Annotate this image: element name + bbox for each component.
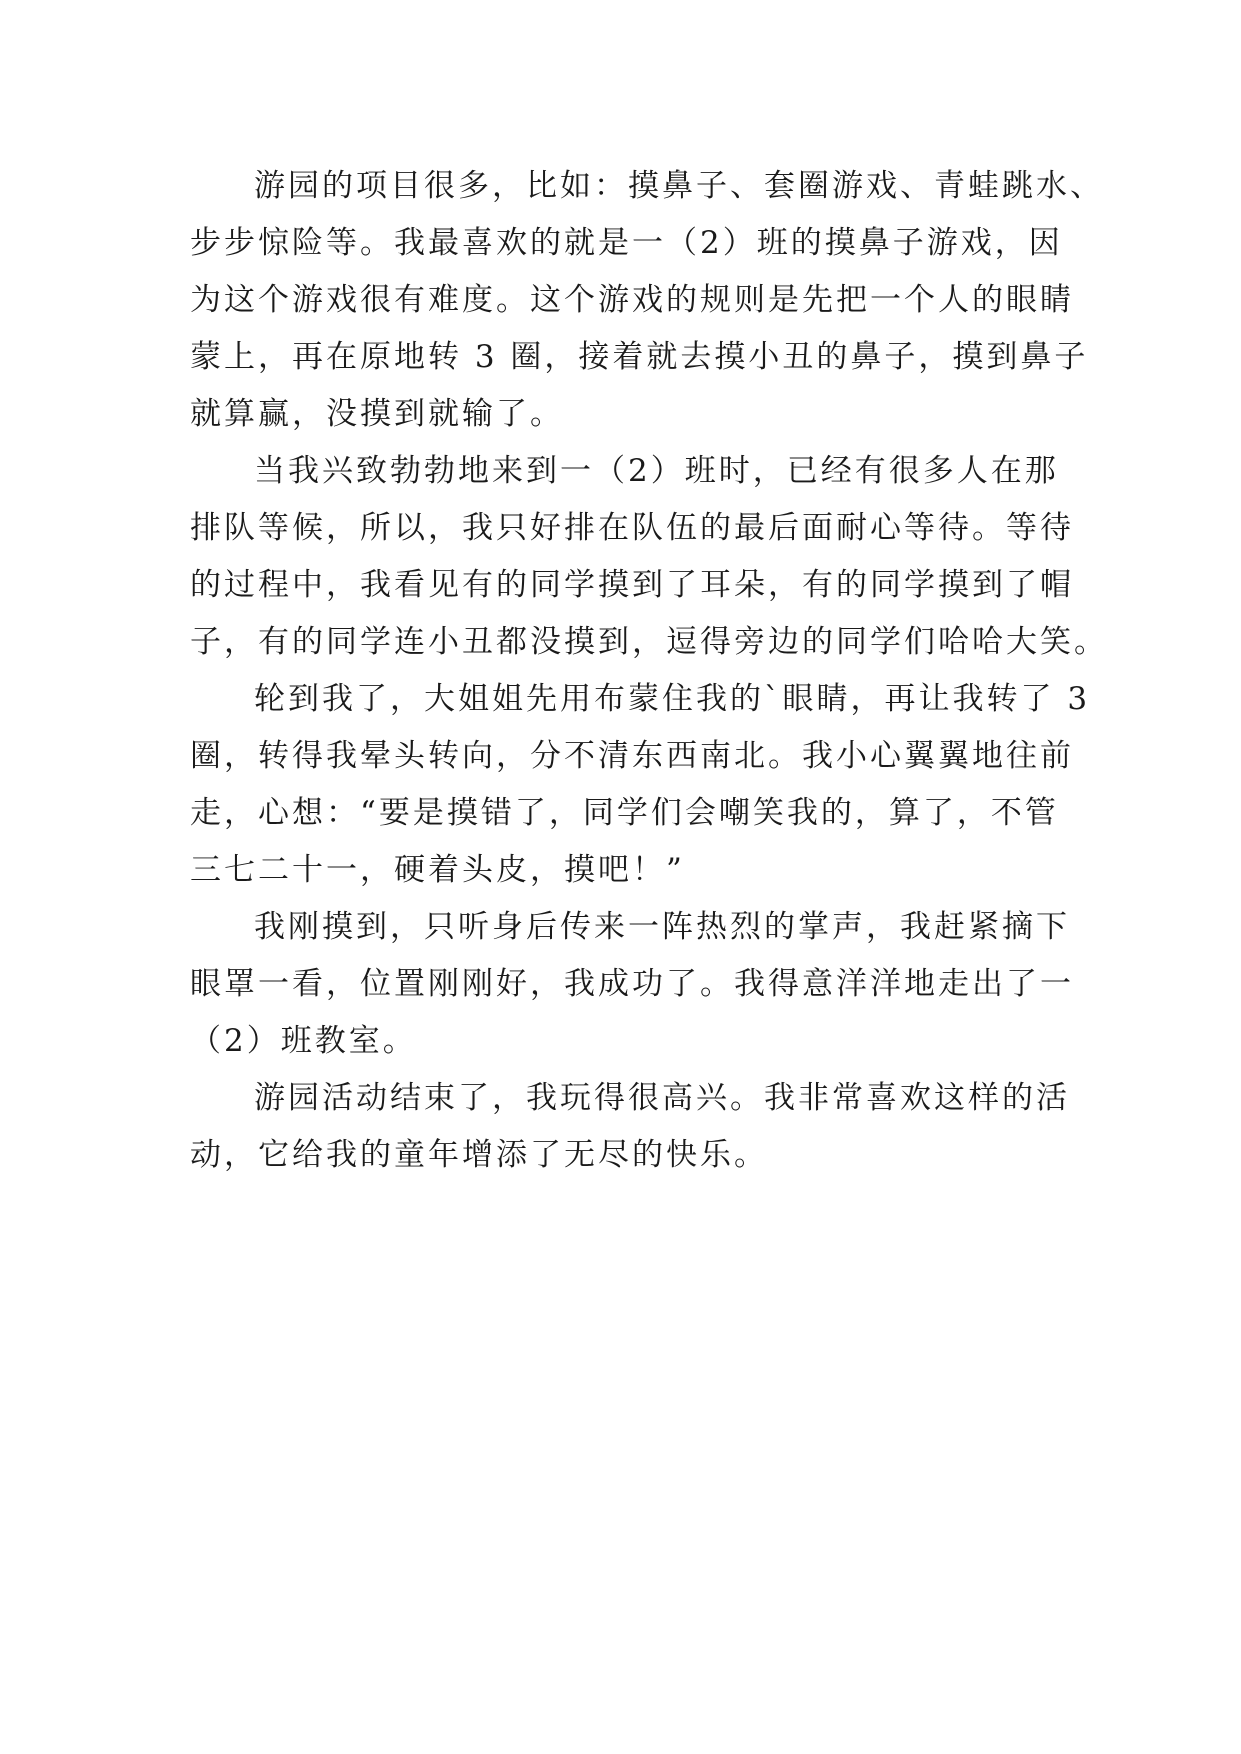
text-line: 圈，转得我晕头转向，分不清东西南北。我小心翼翼地往前 (190, 738, 1074, 774)
text-line: 走，心想：“要是摸错了，同学们会嘲笑我的，算了，不管 (190, 795, 1059, 831)
text-line: 蒙上，再在原地转 3 圈，接着就去摸小丑的鼻子，摸到鼻子 (190, 339, 1089, 375)
text-line: 动，它给我的童年增添了无尽的快乐。 (190, 1137, 768, 1173)
text-line: 排队等候，所以，我只好排在队伍的最后面耐心等待。等待 (190, 510, 1074, 546)
text-line: 子，有的同学连小丑都没摸到，逗得旁边的同学们哈哈大笑。 (190, 624, 1108, 660)
text-line: 三七二十一，硬着头皮，摸吧！” (190, 852, 685, 888)
text-line: 我刚摸到，只听身后传来一阵热烈的掌声，我赶紧摘下 (254, 909, 1070, 945)
text-line: 当我兴致勃勃地来到一（2）班时，已经有很多人在那 (254, 453, 1059, 489)
text-line: （2）班教室。 (190, 1023, 417, 1059)
text-line: 就算赢，没摸到就输了。 (190, 396, 564, 432)
text-line: 步步惊险等。我最喜欢的就是一（2）班的摸鼻子游戏，因 (190, 225, 1063, 261)
text-line: 游园的项目很多，比如：摸鼻子、套圈游戏、青蛙跳水、 (254, 168, 1104, 204)
text-line: 游园活动结束了，我玩得很高兴。我非常喜欢这样的活 (254, 1080, 1070, 1116)
essay-body (190, 158, 1108, 1184)
text-line: 的过程中，我看见有的同学摸到了耳朵，有的同学摸到了帽 (190, 567, 1074, 603)
text-line: 轮到我了，大姐姐先用布蒙住我的`眼睛，再让我转了 3 (254, 681, 1091, 717)
text-line: 眼罩一看，位置刚刚好，我成功了。我得意洋洋地走出了一 (190, 966, 1074, 1002)
text-line: 为这个游戏很有难度。这个游戏的规则是先把一个人的眼睛 (190, 282, 1074, 318)
